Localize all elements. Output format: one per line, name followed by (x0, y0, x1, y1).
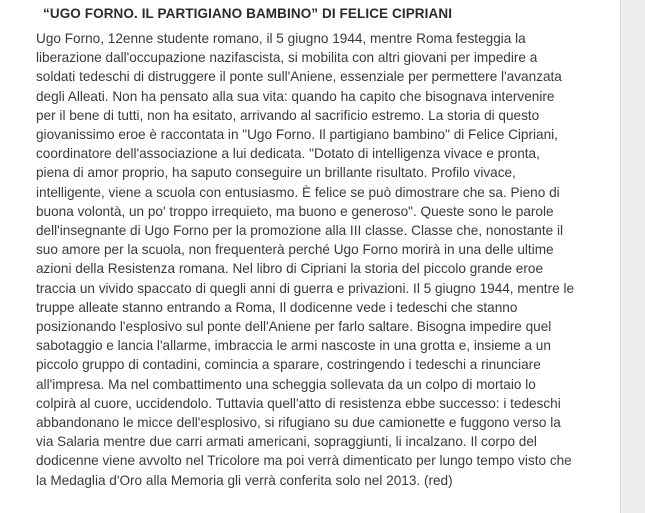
article-line: azioni della Resistenza romana. Nel libro di Cipriani la storia del piccolo grande eroe (36, 261, 544, 277)
article-line: posizionando l'esplosivo sul ponte dell'Aniene per farlo saltare. Bisogna impedire quel (36, 319, 552, 335)
article-line: la Medaglia d'Oro alla Memoria gli verrà conferita solo nel 2013. (red) (36, 472, 453, 488)
article-line: colpirà al cuore, uccidendolo. Tuttavia quell'atto di resistenza ebbe successo: i tedeschi (36, 395, 561, 411)
article-line: soldati tedeschi di distruggere il ponte sull'Aniene, essenziale per permettere l'avanzata (36, 69, 562, 85)
article-line: sabotaggio e lancia l'allarme, imbraccia le armi nascoste in una grotta e, insieme a un (36, 338, 551, 354)
article-line: intelligente, viene a scuola con entusiasmo. È felice se può dimostrare che sa. Pieno di (36, 184, 560, 200)
article-line: all'impresa. Ma nel combattimento una scheggia sollevata da un colpo di mortaio lo (36, 376, 536, 392)
article-title: “UGO FORNO. IL PARTIGIANO BAMBINO” DI FELICE CIPRIANI (43, 6, 453, 21)
article-line: suo amore per la scuola, non frequenterà perché Ugo Forno morirà in una delle ultime (36, 242, 554, 258)
article-line: dodicenne viene avvolto nel Tricolore ma poi verrà dimenticato per lungo tempo visto che (36, 453, 572, 469)
article-line: per il bene di tutti, non ha esitato, arrivando al sacrificio estremo. La storia di questo (36, 107, 540, 123)
article-body (36, 29, 612, 490)
article-line: coordinatore dell'associazione a lui dedicata. "Dotato di intelligenza vivace e pronta, (36, 146, 540, 162)
article-line: liberazione dall'occupazione nazifascista, si mobilita con altri giovani per impedire a (36, 50, 538, 66)
article-line: giovanissimo eroe è raccontata in "Ugo Forno. Il partigiano bambino" di Felice Cipriani, (36, 127, 558, 143)
article-line: abbandonano le micce dell'esplosivo, si rifugiano su due camionette e fuggono verso la (36, 415, 561, 431)
right-sidebar-rail (620, 0, 645, 513)
article-line: traccia un vivido spaccato di quegli anni di guerra e privazioni. Il 5 giugno 1944, mentre le (36, 280, 575, 296)
article-line: degli Alleati. Non ha pensato alla sua vita: quando ha capito che bisognava intervenire (36, 88, 555, 104)
article-line: truppe alleate stanno entrando a Roma, Il dodicenne vede i tedeschi che stanno (36, 299, 518, 315)
article-line: piccolo gruppo di contadini, comincia a sparare, costringendo i tedeschi a rinunciare (36, 357, 541, 373)
article-line: piena di amor proprio, ha saputo conseguire un brillante risultato. Profilo vivace, (36, 165, 516, 181)
article-line: dell'insegnante di Ugo Forno per la promozione alla III classe. Classe che, nonostante il (36, 223, 564, 239)
article-line: buona volontà, un po' troppo irrequieto, ma buono e generoso". Queste sono le parole (36, 203, 554, 219)
article-line: Ugo Forno, 12enne studente romano, il 5 giugno 1944, mentre Roma festeggia la (36, 31, 526, 46)
article-line: via Salaria mentre due carri armati americani, sopraggiunti, li incalzano. Il corpo del (36, 434, 537, 450)
